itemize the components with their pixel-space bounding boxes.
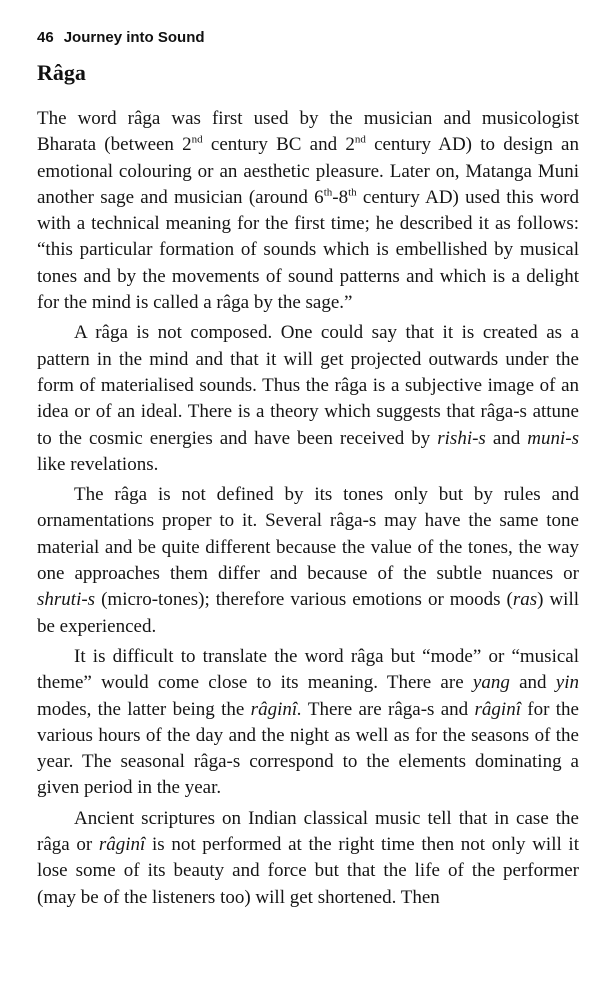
text-run: -8 [332, 186, 349, 208]
paragraph [37, 320, 579, 478]
superscript: th [348, 186, 357, 199]
text-run: like revelations. [37, 453, 159, 475]
text-run: A râga is not composed. One could say that it is created as a pattern in the mind and that it will get projected outwards under the form of materialised sounds. Thus the râga is a subjective image of an idea or of an ideal. There is a theory which suggests that râga-s attune to the cosmic energies and have been received by [37, 322, 579, 449]
italic-term: shruti-s [37, 589, 96, 611]
text-run: The word râga was first used by the musician and musicologist Bharata (between 2 [37, 108, 579, 156]
italic-term: rishi-s [437, 427, 486, 449]
superscript: nd [354, 133, 366, 146]
paragraph [37, 482, 579, 640]
paragraph [37, 644, 579, 802]
page-number: 46 [37, 29, 54, 46]
paragraph [37, 106, 579, 316]
text-run: century BC and 2 [202, 134, 355, 156]
running-header [37, 29, 205, 46]
book-title: Journey into Sound [63, 29, 205, 46]
text-run: for the various hours of the day and the night as well as for the seasons of the year. The seasonal râga-s correspond to the elements dominating a given period in the year. [37, 698, 579, 799]
text-run: It is difficult to translate the word râga but “mode” or “musical theme” would come close to its meaning. There are [37, 645, 579, 694]
superscript: nd [191, 133, 203, 146]
text-run: Ancient scriptures on Indian classical music tell that in case the râga or [37, 807, 579, 856]
italic-term: râginî. [250, 698, 302, 720]
text-run: (micro-tones); therefore various emotions or moods ( [95, 589, 513, 611]
italic-term: yin [555, 672, 579, 694]
body-text [37, 106, 579, 911]
italic-term: râginî [98, 834, 146, 856]
text-run: is not performed at the right time then not only will it lose some of its beauty and force but that the life of the performer (may be of the listeners too) will get shortened. Then [37, 834, 579, 908]
italic-term: yang [472, 672, 510, 694]
superscript: th [323, 186, 333, 199]
text-run: and [509, 672, 556, 694]
text-run: There are râga-s and [301, 698, 475, 720]
paragraph [37, 806, 579, 911]
text-run: modes, the latter being the [37, 698, 251, 720]
text-run: century AD) used this word with a technical meaning for the first time; he described it as follows: “this particular formation of sounds which is embellished by musical tones and by the movements of sound patterns and which is a delight for the mind is called a râga by the sage.” [37, 186, 579, 314]
italic-term: râginî [474, 698, 521, 720]
text-run: The râga is not defined by its tones only but by rules and ornamentations proper to it. Several râga-s may have the same tone material and be quite different because the value of the tones, the way one approaches them differ and because of the subtle nuances or [37, 484, 579, 585]
section-title: Râga [37, 60, 86, 85]
text-run: century AD) to design an emotional colouring or an aesthetic pleasure. Later on, Matanga Muni another sage and musician (around 6 [37, 134, 579, 208]
italic-term: ras [512, 589, 538, 611]
text-run: ) will be experienced. [37, 589, 580, 637]
text-run: and [485, 427, 528, 449]
italic-term: muni-s [527, 427, 579, 449]
